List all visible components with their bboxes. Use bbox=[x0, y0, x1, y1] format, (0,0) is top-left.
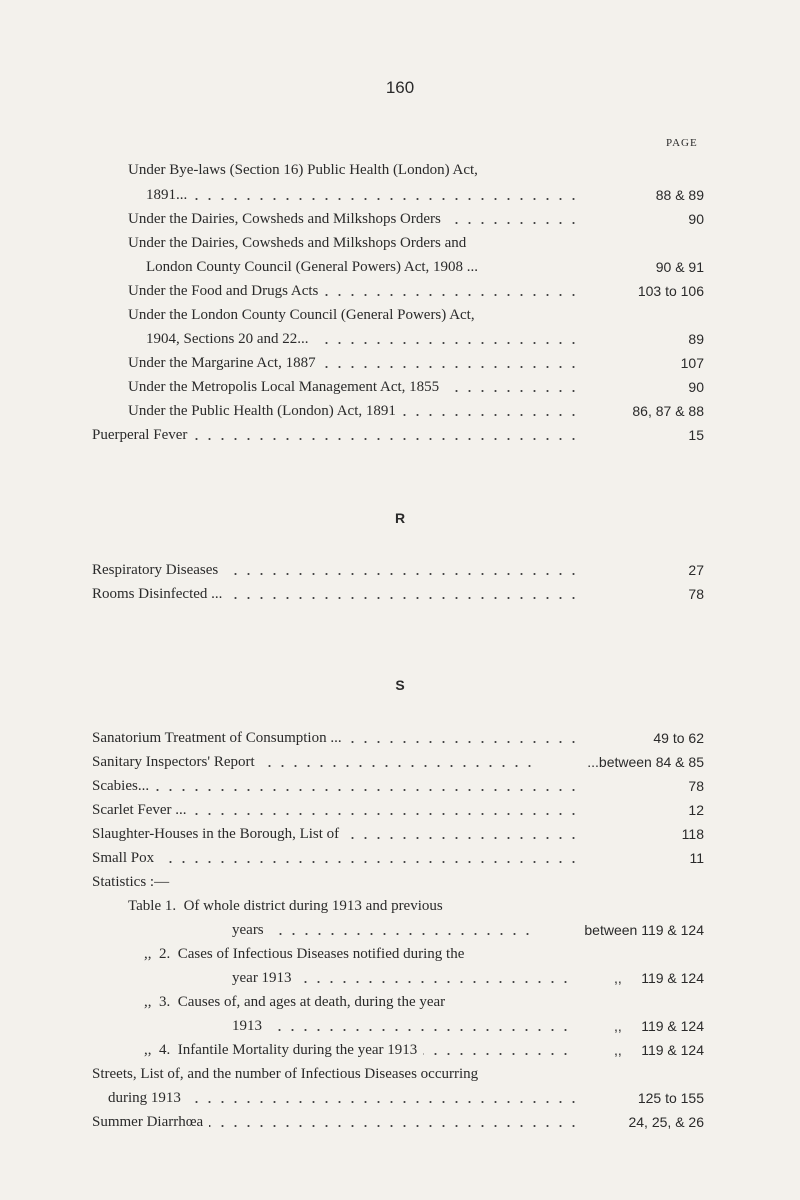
entry-page: 86, 87 & 88 bbox=[632, 403, 704, 419]
section-letter: R bbox=[394, 510, 406, 526]
entry-text: Rooms Disinfected ... bbox=[92, 586, 228, 602]
entry-page: 78 bbox=[688, 586, 704, 602]
entry-text: Summer Diarrhœa bbox=[92, 1114, 209, 1130]
entry-text: Small Pox bbox=[92, 850, 160, 866]
index-entry bbox=[0, 423, 800, 447]
entry-page: 24, 25, & 26 bbox=[628, 1114, 704, 1130]
entry-text: Under the Margarine Act, 1887 bbox=[128, 355, 322, 371]
entry-page: 107 bbox=[680, 355, 704, 371]
index-entry bbox=[0, 894, 800, 918]
index-entry bbox=[0, 158, 800, 182]
entry-text: Respiratory Diseases bbox=[92, 562, 224, 578]
index-entry bbox=[0, 183, 800, 207]
entry-text: Table 1. Of whole district during 1913 and previous bbox=[128, 898, 449, 914]
index-entry bbox=[0, 798, 800, 822]
entry-page: 90 & 91 bbox=[655, 259, 704, 275]
entry-page: 15 bbox=[688, 427, 704, 443]
entry-page: 88 & 89 bbox=[655, 187, 704, 203]
index-entry bbox=[0, 918, 800, 942]
index-entry bbox=[0, 1014, 800, 1038]
page-number: 160 bbox=[385, 78, 415, 97]
entry-text: 1891... bbox=[146, 187, 193, 203]
entry-text: Under the Dairies, Cowsheds and Milkshops Orders bbox=[128, 211, 447, 227]
entry-page: 49 to 62 bbox=[653, 730, 704, 746]
index-entry bbox=[0, 231, 800, 255]
index-entry bbox=[0, 990, 800, 1014]
entry-text: Under the Food and Drugs Acts bbox=[128, 283, 324, 299]
index-entry bbox=[0, 279, 800, 303]
entry-text: Under Bye-laws (Section 16) Public Health (London) Act, bbox=[128, 162, 484, 178]
page-column-header: PAGE bbox=[666, 137, 698, 149]
index-entry bbox=[0, 375, 800, 399]
entry-text: Statistics :— bbox=[92, 874, 175, 890]
entry-text: Streets, List of, and the number of Infectious Diseases occurring bbox=[92, 1066, 484, 1082]
index-entry bbox=[0, 726, 800, 750]
index-entry bbox=[0, 207, 800, 231]
entry-page: 103 to 106 bbox=[637, 283, 704, 299]
entry-text: Slaughter-Houses in the Borough, List of bbox=[92, 826, 345, 842]
entry-page: between 119 & 124 bbox=[584, 922, 704, 938]
entry-text: Under the Metropolis Local Management Act, 1855 bbox=[128, 379, 445, 395]
index-entry bbox=[0, 558, 800, 582]
entry-page: 12 bbox=[688, 802, 704, 818]
section-letter: S bbox=[395, 677, 405, 693]
index-entry bbox=[0, 942, 800, 966]
entry-text: ,, 4. Infantile Mortality during the year 1913 bbox=[144, 1042, 423, 1058]
entry-text: 1904, Sections 20 and 22... bbox=[146, 331, 315, 347]
index-entry bbox=[0, 327, 800, 351]
index-entry bbox=[0, 255, 800, 279]
entry-text: year 1913 bbox=[232, 970, 298, 986]
entry-text: 1913 bbox=[232, 1018, 268, 1034]
entry-text: years bbox=[232, 922, 270, 938]
index-entry bbox=[0, 351, 800, 375]
index-entry bbox=[0, 750, 800, 774]
entry-page: 11 bbox=[689, 850, 704, 866]
entry-page: 27 bbox=[688, 562, 704, 578]
index-entry bbox=[0, 966, 800, 990]
entry-text: ,, 3. Causes of, and ages at death, during the year bbox=[144, 994, 451, 1010]
entry-text: Scabies... bbox=[92, 778, 155, 794]
index-entry bbox=[0, 822, 800, 846]
entry-text: Scarlet Fever ... bbox=[92, 802, 193, 818]
entry-page: ...between 84 & 85 bbox=[587, 754, 704, 770]
index-entry bbox=[0, 1062, 800, 1086]
entry-text: Under the Dairies, Cowsheds and Milkshops Orders and bbox=[128, 235, 472, 251]
entry-page: ,, 119 & 124 bbox=[613, 970, 704, 986]
entry-text: Under the Public Health (London) Act, 1891 bbox=[128, 403, 402, 419]
entry-text: ,, 2. Cases of Infectious Diseases notified during the bbox=[144, 946, 470, 962]
index-entry bbox=[0, 399, 800, 423]
entry-page: ,, 119 & 124 bbox=[613, 1018, 704, 1034]
entry-text: Under the London County Council (General Powers) Act, bbox=[128, 307, 481, 323]
index-entry bbox=[0, 870, 800, 894]
entry-text: Sanatorium Treatment of Consumption ... bbox=[92, 730, 348, 746]
index-entry bbox=[0, 1110, 800, 1134]
index-entry bbox=[0, 1038, 800, 1062]
entry-page: 90 bbox=[688, 211, 704, 227]
entry-page: 118 bbox=[681, 826, 704, 842]
entry-page: 89 bbox=[688, 331, 704, 347]
index-entry bbox=[0, 303, 800, 327]
entry-text: Puerperal Fever bbox=[92, 427, 193, 443]
entry-page: ,, 119 & 124 bbox=[613, 1042, 704, 1058]
index-entry bbox=[0, 582, 800, 606]
entry-page: 78 bbox=[688, 778, 704, 794]
index-entry bbox=[0, 774, 800, 798]
index-entry bbox=[0, 1086, 800, 1110]
index-entry bbox=[0, 846, 800, 870]
entry-text: during 1913 bbox=[108, 1090, 187, 1106]
entry-text: Sanitary Inspectors' Report bbox=[92, 754, 261, 770]
entry-page: 90 bbox=[688, 379, 704, 395]
entry-page: 125 to 155 bbox=[637, 1090, 704, 1106]
entry-text: London County Council (General Powers) Act, 1908 ... bbox=[146, 259, 484, 275]
